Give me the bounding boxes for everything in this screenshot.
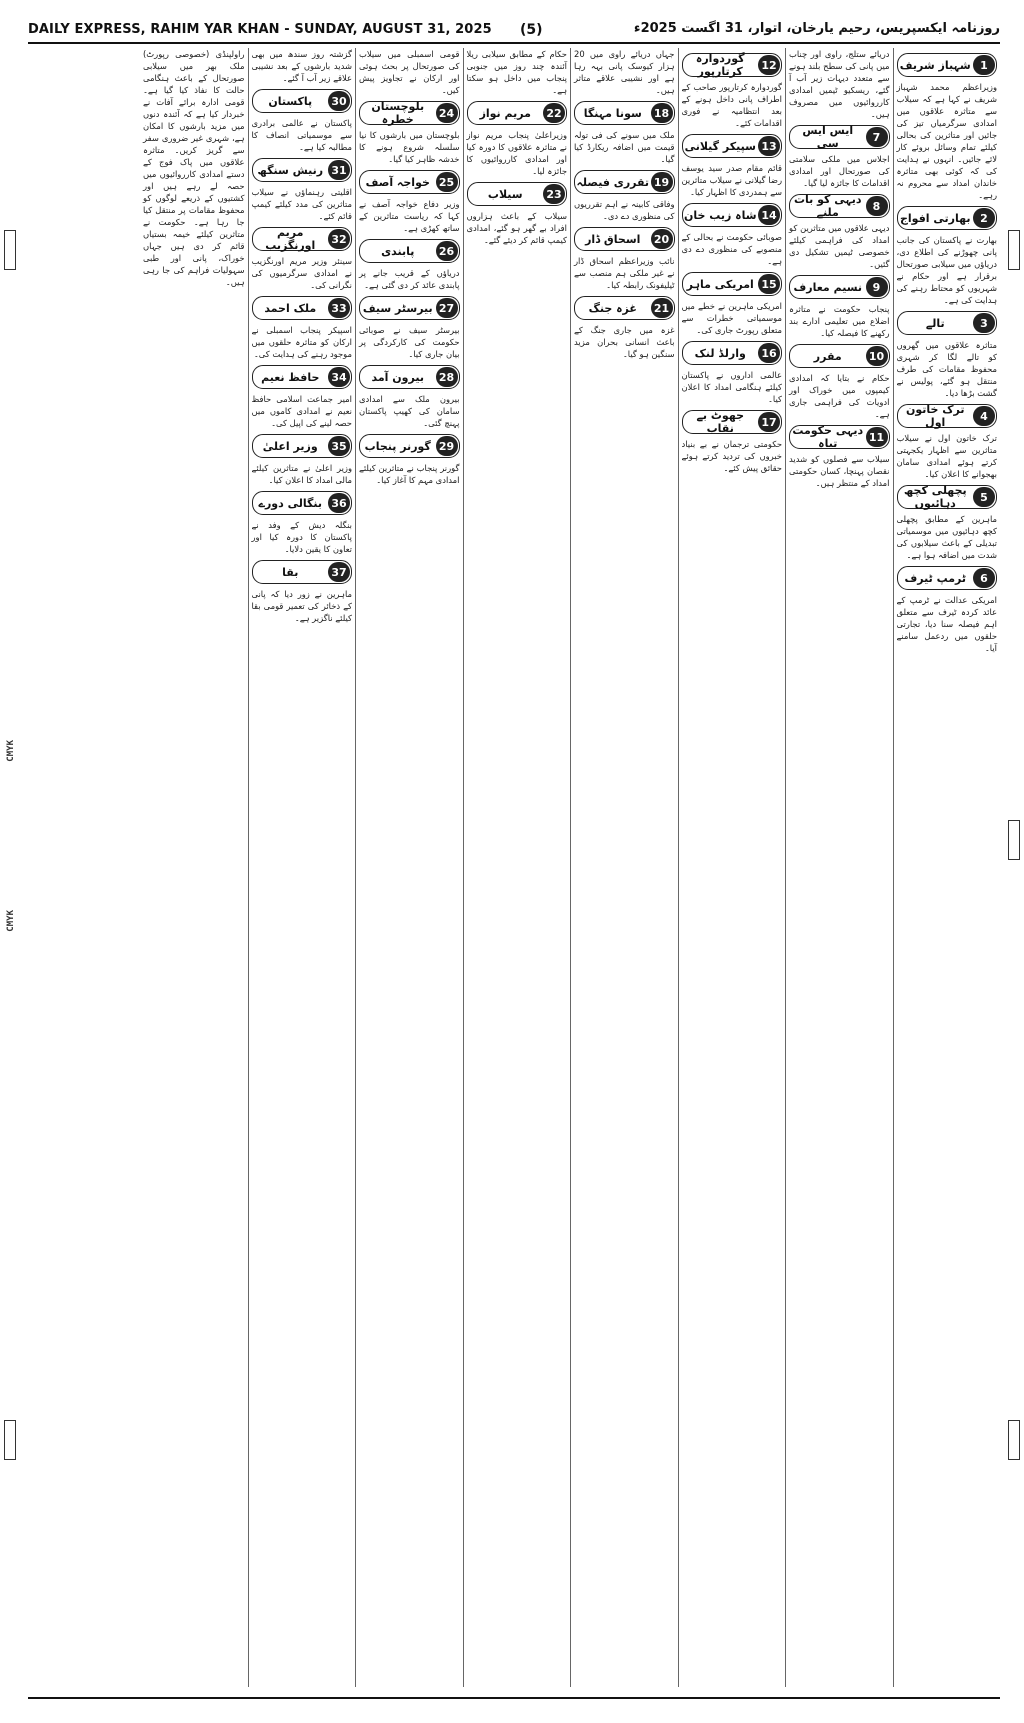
story-paragraph: اجلاس میں ملکی سلامتی کی صورتحال اور امدادی اقدامات کا جائزہ لیا گیا۔ bbox=[789, 154, 890, 188]
story-number-badge: 36 bbox=[328, 493, 350, 513]
story-heading-text: گوردوارہ کرتارپور bbox=[695, 52, 745, 78]
story-heading-text: شہباز شریف bbox=[899, 58, 971, 72]
story-number-badge: 18 bbox=[651, 103, 673, 123]
english-dateline: DAILY EXPRESS, RAHIM YAR KHAN - SUNDAY, AUGUST 31, 2025 bbox=[28, 22, 492, 37]
story-number-badge: 1 bbox=[973, 55, 995, 75]
story-heading bbox=[897, 53, 998, 77]
story-number-badge: 2 bbox=[973, 208, 995, 228]
story-heading-text: پچھلی کچھ دہائیوں bbox=[903, 484, 967, 510]
story-heading bbox=[897, 311, 998, 335]
story-heading-text: خواجہ آصف bbox=[365, 175, 430, 189]
story-heading bbox=[574, 227, 675, 251]
news-column bbox=[893, 48, 1001, 1687]
story-heading bbox=[359, 296, 460, 320]
story-paragraph: سینئر وزیر مریم اورنگزیب نے امدادی سرگرمیوں کی نگرانی کی۔ bbox=[251, 256, 352, 290]
story-heading bbox=[789, 194, 890, 218]
news-column bbox=[140, 48, 248, 1687]
story-heading bbox=[252, 296, 353, 320]
story-heading-text: بیرسٹر سیف bbox=[362, 301, 433, 315]
story-number-badge: 23 bbox=[543, 184, 565, 204]
story-paragraph: اقلیتی رہنماؤں نے سیلاب متاثرین کی مدد کیلئے کیمپ قائم کئے۔ bbox=[251, 187, 352, 221]
story-number-badge: 12 bbox=[758, 55, 780, 75]
story-paragraph: دیہی علاقوں میں متاثرین کو امداد کی فراہمی کیلئے خصوصی ٹیمیں تشکیل دی گئیں۔ bbox=[789, 223, 890, 269]
story-number-badge: 34 bbox=[328, 367, 350, 387]
story-paragraph: ملک میں سونے کی فی تولہ قیمت میں اضافہ ریکارڈ کیا گیا۔ bbox=[574, 130, 675, 164]
footer-rule bbox=[28, 1697, 1000, 1699]
story-paragraph: قومی اسمبلی میں سیلاب کی صورتحال پر بحث ہوئی اور ارکان نے تجاویز پیش کیں۔ bbox=[359, 49, 460, 95]
story-heading-text: وزیر اعلیٰ bbox=[262, 439, 318, 453]
story-heading-text: گورنر پنجاب bbox=[364, 439, 431, 453]
story-paragraph: وزیراعظم محمد شہباز شریف نے کہا ہے کہ سیلاب سے متاثرہ علاقوں میں امدادی سرگرمیاں تیز کی جائیں اور متاثرین کی بحالی کیلئے تمام وسائل بروئے کار لائے جائیں۔ انہوں نے ہدایت کی کہ کوئی بھی متاثرہ خاندان امداد سے محروم نہ رہے۔ bbox=[896, 82, 997, 200]
story-paragraph: بھارت نے پاکستان کی جانب پانی چھوڑنے کی اطلاع دی، دریاؤں میں سیلابی صورتحال برقرار ہے اور حکام نے شہریوں کو محتاط رہنے کی ہدایت کی ہے۔ bbox=[896, 235, 997, 305]
story-heading-text: ٹرمپ ٹیرف bbox=[904, 571, 966, 585]
story-heading bbox=[897, 566, 998, 590]
story-heading-text: بھارتی افواج bbox=[899, 211, 971, 225]
crop-mark-left-bottom bbox=[4, 1420, 16, 1460]
story-number-badge: 20 bbox=[651, 229, 673, 249]
urdu-dateline: روزنامہ ایکسپریس، رحیم یارخان، اتوار، 31 اگست 2025ء bbox=[633, 21, 1000, 36]
story-paragraph: سیلاب کے باعث ہزاروں افراد بے گھر ہو گئے، امدادی کیمپ قائم کر دیئے گئے۔ bbox=[466, 211, 567, 245]
story-heading bbox=[574, 296, 675, 320]
story-heading bbox=[467, 101, 568, 125]
story-heading bbox=[252, 491, 353, 515]
story-heading-text: بقا bbox=[282, 565, 299, 579]
story-number-badge: 8 bbox=[866, 196, 888, 216]
story-heading-text: شاہ زیب خان bbox=[683, 208, 757, 222]
story-heading bbox=[252, 89, 353, 113]
story-heading-text: وارلڈ لنک bbox=[694, 346, 746, 360]
story-paragraph: گورنر پنجاب نے متاثرین کیلئے امدادی مہم کا آغاز کیا۔ bbox=[359, 463, 460, 485]
story-heading-text: تقرری فیصلہ bbox=[576, 175, 650, 189]
story-heading-text: نسیم معارف bbox=[793, 280, 863, 294]
story-heading-text: ترک خاتون اول bbox=[905, 403, 965, 429]
story-paragraph: وفاقی کابینہ نے اہم تقرریوں کی منظوری دے دی۔ bbox=[574, 199, 675, 221]
story-heading bbox=[682, 341, 783, 365]
story-heading-text: پاکستان bbox=[268, 94, 313, 108]
story-paragraph: بلوچستان میں بارشوں کا نیا سلسلہ شروع ہونے کا خدشہ ظاہر کیا گیا۔ bbox=[359, 130, 460, 164]
story-paragraph: حکام کے مطابق سیلابی ریلا آئندہ چند روز میں جنوبی پنجاب میں داخل ہو سکتا ہے۔ bbox=[466, 49, 567, 95]
story-heading bbox=[359, 101, 460, 125]
story-heading bbox=[359, 434, 460, 458]
story-paragraph: پنجاب حکومت نے متاثرہ اضلاع میں تعلیمی ادارے بند رکھنے کا فیصلہ کیا۔ bbox=[789, 304, 890, 338]
story-heading bbox=[682, 134, 783, 158]
story-number-badge: 28 bbox=[436, 367, 458, 387]
story-heading bbox=[682, 203, 783, 227]
story-paragraph: عالمی اداروں نے پاکستان کیلئے ہنگامی امداد کا اعلان کیا۔ bbox=[681, 370, 782, 404]
news-column bbox=[678, 48, 786, 1687]
crop-mark-left-top bbox=[4, 230, 16, 270]
story-heading bbox=[897, 404, 998, 428]
story-heading-text: رنیش سنگھ bbox=[257, 163, 324, 177]
story-heading-text: جھوٹ بے نقاب bbox=[696, 409, 745, 435]
story-heading bbox=[359, 239, 460, 263]
story-number-badge: 33 bbox=[328, 298, 350, 318]
story-paragraph: دریاؤں کے قریب جانے پر پابندی عائد کر دی گئی ہے۔ bbox=[359, 268, 460, 290]
story-paragraph: غزہ میں جاری جنگ کے باعث انسانی بحران مزید سنگین ہو گیا۔ bbox=[574, 325, 675, 359]
story-paragraph: حکومتی ترجمان نے بے بنیاد خبروں کی تردید کرتے ہوئے حقائق پیش کئے۔ bbox=[681, 439, 782, 473]
story-heading-text: ملک احمد bbox=[264, 301, 317, 315]
story-number-badge: 27 bbox=[436, 298, 458, 318]
story-number-badge: 37 bbox=[328, 562, 350, 582]
story-heading-text: دیہی کو بات ملنے bbox=[793, 193, 862, 219]
story-heading bbox=[682, 410, 783, 434]
story-number-badge: 5 bbox=[973, 487, 995, 507]
story-heading bbox=[359, 365, 460, 389]
story-paragraph: صوبائی حکومت نے بحالی کے منصوبے کی منظوری دے دی ہے۔ bbox=[681, 232, 782, 266]
story-heading bbox=[252, 434, 353, 458]
story-heading-text: امریکی ماہر bbox=[686, 277, 754, 291]
story-paragraph: ترک خاتون اول نے سیلاب متاثرین سے اظہار یکجہتی کرتے ہوئے امدادی سامان بھجوانے کا اعلان کیا۔ bbox=[896, 433, 997, 479]
story-heading-text: اسحاق ڈار bbox=[585, 232, 641, 246]
story-heading bbox=[252, 560, 353, 584]
story-heading bbox=[359, 170, 460, 194]
story-heading-text: ایس ایس سی bbox=[802, 124, 854, 150]
story-number-badge: 4 bbox=[973, 406, 995, 426]
news-column bbox=[463, 48, 571, 1687]
story-number-badge: 3 bbox=[973, 313, 995, 333]
story-number-badge: 17 bbox=[758, 412, 780, 432]
story-number-badge: 31 bbox=[328, 160, 350, 180]
story-heading-text: پابندی bbox=[381, 244, 415, 258]
story-heading-text: بنگالی دورے bbox=[258, 496, 322, 510]
story-number-badge: 26 bbox=[436, 241, 458, 261]
crop-mark-right-middle bbox=[1008, 820, 1020, 860]
story-paragraph: راولپنڈی (خصوصی رپورٹ) ملک بھر میں سیلابی صورتحال کے باعث ہنگامی حالت کا نفاذ کیا گیا ہے۔ قومی ادارہ برائے آفات نے خبردار کیا ہے کہ آئندہ دنوں میں مزید بارشوں کا امکان ہے، شہری غیر ضروری سفر سے گریز کریں۔ متاثرہ علاقوں میں پاک فوج کے دستے امدادی کارروائیوں میں حصہ لے رہے ہیں اور کشتیوں کے ذریعے لوگوں کو محفوظ مقامات پر منتقل کیا جا رہا ہے۔ حکومت نے متاثرین کیلئے خیمہ بستیاں قائم کر دی ہیں جہاں خوراک، پانی اور طبی سہولیات فراہم کی جا رہی ہیں۔ bbox=[143, 49, 245, 287]
story-paragraph: وزیراعلیٰ پنجاب مریم نواز نے متاثرہ علاقوں کا دورہ کیا اور امدادی کارروائیوں کا جائزہ لیا۔ bbox=[466, 130, 567, 176]
story-heading bbox=[574, 170, 675, 194]
story-heading-text: تالے bbox=[925, 316, 945, 330]
story-number-badge: 15 bbox=[758, 274, 780, 294]
story-paragraph: پاکستان نے عالمی برادری سے موسمیاتی انصاف کا مطالبہ کیا ہے۔ bbox=[251, 118, 352, 152]
story-heading-text: مریم اورنگزیب bbox=[265, 226, 316, 252]
story-number-badge: 25 bbox=[436, 172, 458, 192]
story-paragraph: ماہرین کے مطابق پچھلی کچھ دہائیوں میں موسمیاتی تبدیلی کے باعث سیلابوں کی شدت میں اضافہ ہوا ہے۔ bbox=[896, 514, 997, 560]
story-heading bbox=[897, 206, 998, 230]
story-heading-text: سپیکر گیلانی bbox=[684, 139, 756, 153]
story-number-badge: 11 bbox=[866, 427, 888, 447]
story-heading-text: بلوچستان خطرہ bbox=[371, 100, 425, 126]
story-number-badge: 6 bbox=[973, 568, 995, 588]
story-paragraph: گوردوارہ کرتارپور صاحب کے اطراف پانی داخل ہونے کے بعد انتظامیہ نے فوری اقدامات کئے۔ bbox=[681, 82, 782, 128]
story-number-badge: 30 bbox=[328, 91, 350, 111]
story-number-badge: 24 bbox=[436, 103, 458, 123]
story-paragraph: نائب وزیراعظم اسحاق ڈار نے غیر ملکی ہم منصب سے ٹیلیفونک رابطہ کیا۔ bbox=[574, 256, 675, 290]
story-number-badge: 13 bbox=[758, 136, 780, 156]
story-paragraph: سیلاب سے فصلوں کو شدید نقصان پہنچا، کسان حکومتی امداد کے منتظر ہیں۔ bbox=[789, 454, 890, 488]
story-paragraph: اسپیکر پنجاب اسمبلی نے ارکان کو متاثرہ حلقوں میں موجود رہنے کی ہدایت کی۔ bbox=[251, 325, 352, 359]
story-number-badge: 21 bbox=[651, 298, 673, 318]
story-number-badge: 35 bbox=[328, 436, 350, 456]
story-heading-text: مقرر bbox=[813, 349, 842, 363]
crop-mark-right-bottom bbox=[1008, 1420, 1020, 1460]
story-paragraph: گزشتہ روز سندھ میں بھی شدید بارشوں کے بعد نشیبی علاقے زیر آب آ گئے۔ bbox=[251, 49, 352, 83]
story-number-badge: 32 bbox=[328, 229, 350, 249]
story-heading-text: حافظ نعیم bbox=[261, 370, 320, 384]
story-paragraph: ماہرین نے زور دیا کہ پانی کے ذخائر کی تعمیر قومی بقا کیلئے ناگزیر ہے۔ bbox=[251, 589, 352, 623]
story-number-badge: 29 bbox=[436, 436, 458, 456]
story-heading bbox=[682, 53, 783, 77]
cmyk-registration-mark-2: CMYK bbox=[6, 910, 16, 932]
story-paragraph: وزیر اعلیٰ نے متاثرین کیلئے مالی امداد کا اعلان کیا۔ bbox=[251, 463, 352, 485]
story-paragraph: امریکی عدالت نے ٹرمپ کے عائد کردہ ٹیرف سے متعلق اہم فیصلہ سنا دیا، تجارتی حلقوں میں ردعمل سامنے آیا۔ bbox=[896, 595, 997, 653]
story-heading bbox=[789, 125, 890, 149]
story-heading-text: مریم نواز bbox=[479, 106, 531, 120]
story-heading bbox=[897, 485, 998, 509]
masthead bbox=[28, 20, 1000, 44]
story-heading bbox=[252, 158, 353, 182]
story-paragraph: وزیر دفاع خواجہ آصف نے کہا کہ ریاست متاثرین کے ساتھ کھڑی ہے۔ bbox=[359, 199, 460, 233]
story-number-badge: 14 bbox=[758, 205, 780, 225]
news-column bbox=[355, 48, 463, 1687]
story-number-badge: 19 bbox=[651, 172, 673, 192]
story-paragraph: امریکی ماہرین نے خطے میں موسمیاتی خطرات سے متعلق رپورٹ جاری کی۔ bbox=[681, 301, 782, 335]
story-heading-text: سونا مہنگا bbox=[583, 106, 642, 120]
story-heading-text: بیرون آمد bbox=[371, 370, 424, 384]
news-column bbox=[248, 48, 356, 1687]
story-heading bbox=[682, 272, 783, 296]
story-heading bbox=[467, 182, 568, 206]
story-paragraph: قائم مقام صدر سید یوسف رضا گیلانی نے سیلاب متاثرین سے ہمدردی کا اظہار کیا۔ bbox=[681, 163, 782, 197]
story-heading bbox=[789, 275, 890, 299]
news-columns bbox=[28, 48, 1000, 1687]
story-heading-text: دیہی حکومت تباہ bbox=[792, 424, 864, 450]
story-number-badge: 10 bbox=[866, 346, 888, 366]
story-paragraph: بنگلہ دیش کے وفد نے پاکستان کا دورہ کیا اور تعاون کا یقین دلایا۔ bbox=[251, 520, 352, 554]
cmyk-registration-mark: CMYK bbox=[6, 740, 16, 762]
story-heading bbox=[252, 227, 353, 251]
newspaper-page bbox=[28, 14, 1000, 1709]
story-paragraph: دریائے ستلج، راوی اور چناب میں پانی کی سطح بلند ہونے سے متعدد دیہات زیر آب آ گئے، ریسکیو ٹیمیں امدادی کارروائیوں میں مصروف ہیں۔ bbox=[789, 49, 890, 119]
crop-mark-right-top bbox=[1008, 230, 1020, 270]
story-paragraph: بیرسٹر سیف نے صوبائی حکومت کی کارکردگی پر بیان جاری کیا۔ bbox=[359, 325, 460, 359]
story-paragraph: جہاں دریائے راوی میں 20 ہزار کیوسک پانی بہہ رہا ہے اور نشیبی علاقے متاثر ہیں۔ bbox=[574, 49, 675, 95]
story-heading bbox=[574, 101, 675, 125]
story-paragraph: حکام نے بتایا کہ امدادی کیمپوں میں خوراک اور ادویات کی فراہمی جاری ہے۔ bbox=[789, 373, 890, 419]
story-paragraph: امیر جماعت اسلامی حافظ نعیم نے امدادی کاموں میں حصہ لینے کی اپیل کی۔ bbox=[251, 394, 352, 428]
story-number-badge: 22 bbox=[543, 103, 565, 123]
story-number-badge: 9 bbox=[866, 277, 888, 297]
news-column bbox=[570, 48, 678, 1687]
story-paragraph: متاثرہ علاقوں میں گھروں کو تالے لگا کر شہری محفوظ مقامات کی طرف منتقل ہو گئے، پولیس نے گشت بڑھا دیا۔ bbox=[896, 340, 997, 398]
story-heading bbox=[789, 425, 890, 449]
story-number-badge: 7 bbox=[866, 127, 888, 147]
story-heading-text: سیلاب bbox=[487, 187, 523, 201]
story-paragraph: بیرون ملک سے امدادی سامان کی کھیپ پاکستان پہنچ گئی۔ bbox=[359, 394, 460, 428]
story-heading bbox=[789, 344, 890, 368]
news-column bbox=[785, 48, 893, 1687]
story-number-badge: 16 bbox=[758, 343, 780, 363]
story-heading-text: غزہ جنگ bbox=[588, 301, 637, 315]
page-number: (5) bbox=[520, 22, 543, 38]
story-heading bbox=[252, 365, 353, 389]
